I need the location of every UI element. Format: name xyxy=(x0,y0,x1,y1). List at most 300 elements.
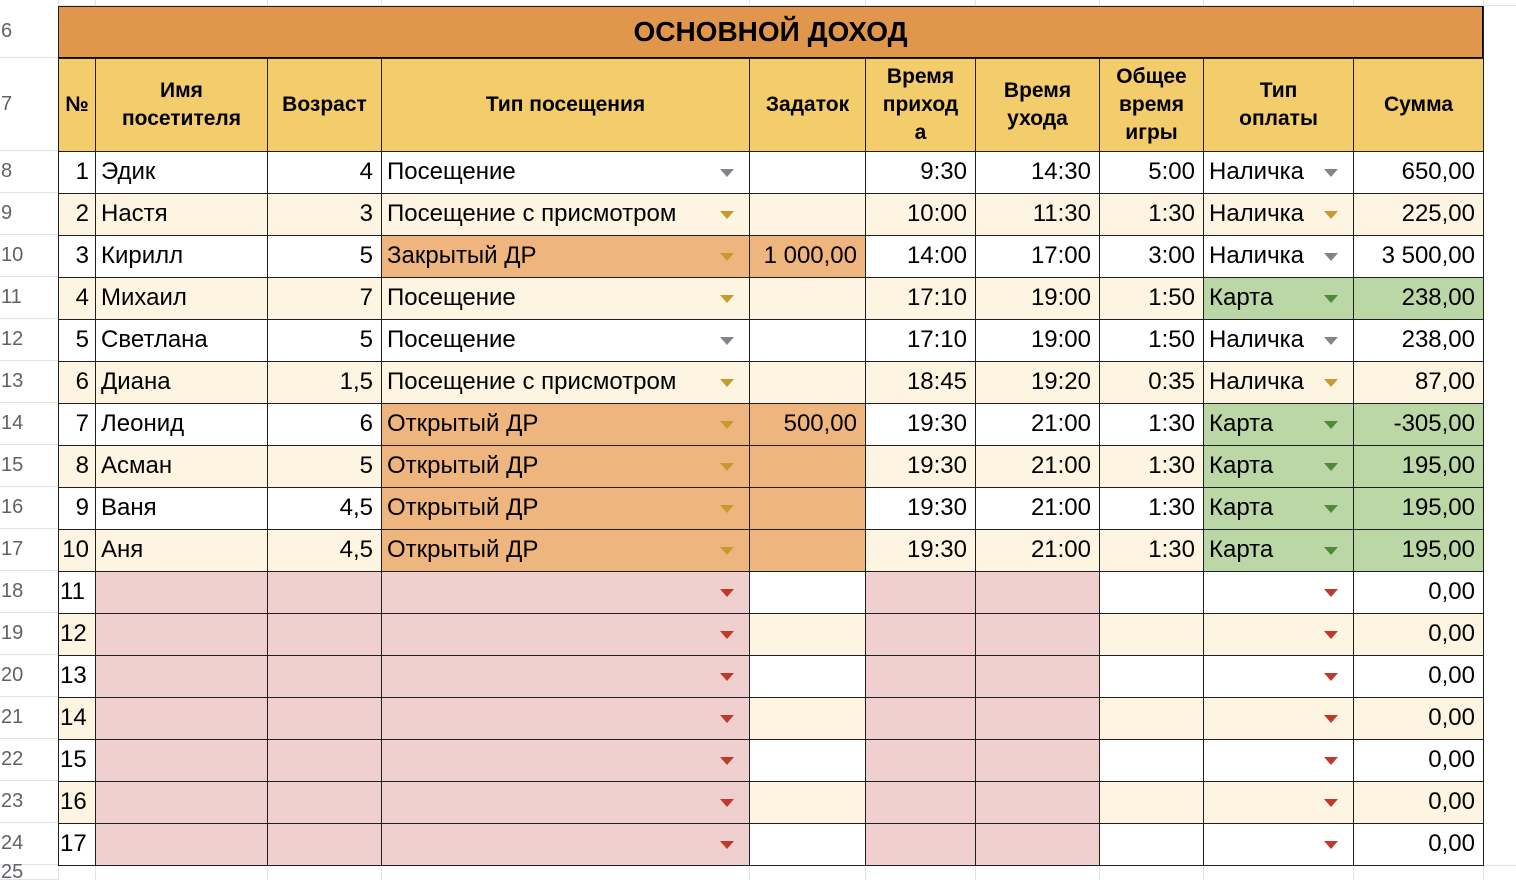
cell-age-text: 1,5 xyxy=(339,368,373,395)
chevron-down-icon[interactable] xyxy=(1324,841,1338,849)
cell-age[interactable] xyxy=(267,151,381,193)
cell-leave-time-text: 19:20 xyxy=(1030,368,1091,395)
cell-number[interactable] xyxy=(58,361,95,403)
cell-age-text: 4 xyxy=(359,158,373,185)
header-number: № xyxy=(58,58,96,152)
cell-leave-time[interactable] xyxy=(975,697,1099,739)
cell-arrival-time[interactable] xyxy=(865,781,975,823)
cell-number-text: 8 xyxy=(75,452,89,479)
header-total-play-time: Общее время игры xyxy=(1099,58,1204,152)
cell-visit-type[interactable] xyxy=(381,319,749,361)
chevron-down-icon[interactable] xyxy=(1324,505,1338,513)
table-border-vertical xyxy=(95,58,96,866)
cell-age[interactable] xyxy=(267,823,381,865)
cell-leave-time-text: 21:00 xyxy=(1030,452,1091,479)
cell-visit-type[interactable] xyxy=(381,529,749,571)
cell-arrival-time[interactable] xyxy=(865,277,975,319)
cell-total-time-text: 1:30 xyxy=(1148,200,1195,227)
cell-visit-type[interactable] xyxy=(381,487,749,529)
cell-visit-type[interactable] xyxy=(381,235,749,277)
chevron-down-icon[interactable] xyxy=(1324,631,1338,639)
cell-sum-text: 87,00 xyxy=(1414,368,1475,395)
cell-sum-text: 225,00 xyxy=(1401,200,1475,227)
cell-age[interactable] xyxy=(267,445,381,487)
row-number[interactable]: 23 xyxy=(0,781,58,823)
cell-visitor-name[interactable] xyxy=(95,277,267,319)
cell-visitor-name[interactable] xyxy=(95,823,267,865)
cell-leave-time[interactable] xyxy=(975,613,1099,655)
cell-arrival-time-text: 19:30 xyxy=(906,536,967,563)
cell-visit-type[interactable] xyxy=(381,277,749,319)
cell-visit-type[interactable] xyxy=(381,823,749,865)
row-number[interactable]: 7 xyxy=(0,58,58,151)
cell-age[interactable] xyxy=(267,403,381,445)
cell-sum[interactable] xyxy=(1353,445,1483,487)
header-visit-type: Тип посещения xyxy=(381,58,750,152)
chevron-down-icon[interactable] xyxy=(1324,799,1338,807)
cell-total-time[interactable] xyxy=(1099,613,1203,655)
cell-total-time[interactable] xyxy=(1099,193,1203,235)
cell-sum[interactable] xyxy=(1353,655,1483,697)
cell-deposit[interactable] xyxy=(749,655,865,697)
cell-age[interactable] xyxy=(267,277,381,319)
cell-visit-type[interactable] xyxy=(381,613,749,655)
chevron-down-icon[interactable] xyxy=(720,547,734,555)
chevron-down-icon[interactable] xyxy=(720,757,734,765)
chevron-down-icon[interactable] xyxy=(720,379,734,387)
cell-sum[interactable] xyxy=(1353,529,1483,571)
cell-number[interactable] xyxy=(58,487,95,529)
cell-sum[interactable] xyxy=(1353,571,1483,613)
chevron-down-icon[interactable] xyxy=(720,421,734,429)
cell-visit-type-text: Закрытый ДР xyxy=(387,242,537,269)
cell-visit-type[interactable] xyxy=(381,739,749,781)
chevron-down-icon[interactable] xyxy=(720,463,734,471)
cell-deposit-text: 1 000,00 xyxy=(763,242,857,269)
cell-payment-type-text: Карта xyxy=(1209,284,1274,311)
chevron-down-icon[interactable] xyxy=(720,631,734,639)
cell-age[interactable] xyxy=(267,697,381,739)
cell-total-time[interactable] xyxy=(1099,403,1203,445)
cell-visitor-name[interactable] xyxy=(95,781,267,823)
table-border-horizontal xyxy=(58,235,1484,236)
table-title: ОСНОВНОЙ ДОХОД xyxy=(58,6,1483,58)
cell-leave-time-text: 17:00 xyxy=(1030,242,1091,269)
cell-total-time[interactable] xyxy=(1099,445,1203,487)
cell-total-time[interactable] xyxy=(1099,529,1203,571)
cell-visitor-name[interactable] xyxy=(95,613,267,655)
cell-number-text: 3 xyxy=(75,242,89,269)
cell-number[interactable] xyxy=(58,823,95,865)
table-border-horizontal xyxy=(58,613,1484,614)
chevron-down-icon[interactable] xyxy=(1324,463,1338,471)
cell-total-time[interactable] xyxy=(1099,781,1203,823)
cell-number-text: 10 xyxy=(62,536,89,563)
cell-sum-text: 238,00 xyxy=(1401,284,1475,311)
cell-deposit[interactable] xyxy=(749,823,865,865)
header-payment-type: Тип оплаты xyxy=(1203,58,1354,152)
cell-leave-time-text: 19:00 xyxy=(1030,284,1091,311)
row-headers xyxy=(0,0,58,883)
chevron-down-icon[interactable] xyxy=(1324,421,1338,429)
cell-sum[interactable] xyxy=(1353,781,1483,823)
cell-arrival-time[interactable] xyxy=(865,613,975,655)
row-number[interactable]: 15 xyxy=(0,445,58,487)
cell-number-text: 15 xyxy=(60,746,87,773)
cell-sum-text: 3 500,00 xyxy=(1381,242,1475,269)
cell-visitor-name[interactable] xyxy=(95,319,267,361)
chevron-down-icon[interactable] xyxy=(1324,757,1338,765)
cell-leave-time[interactable] xyxy=(975,529,1099,571)
cell-leave-time[interactable] xyxy=(975,319,1099,361)
cell-visit-type[interactable] xyxy=(381,781,749,823)
cell-visit-type[interactable] xyxy=(381,571,749,613)
chevron-down-icon[interactable] xyxy=(720,589,734,597)
cell-leave-time-text: 21:00 xyxy=(1030,494,1091,521)
cell-arrival-time[interactable] xyxy=(865,697,975,739)
cell-visit-type-text: Посещение xyxy=(387,326,516,353)
cell-visitor-name-text: Кирилл xyxy=(101,242,184,269)
cell-arrival-time-text: 10:00 xyxy=(906,200,967,227)
cell-age-text: 5 xyxy=(359,452,373,479)
cell-arrival-time-text: 18:45 xyxy=(906,368,967,395)
row-number[interactable]: 12 xyxy=(0,319,58,361)
cell-arrival-time[interactable] xyxy=(865,823,975,865)
table-border-vertical xyxy=(1353,58,1354,866)
cell-age[interactable] xyxy=(267,361,381,403)
cell-total-time[interactable] xyxy=(1099,823,1203,865)
cell-age[interactable] xyxy=(267,319,381,361)
cell-number[interactable] xyxy=(58,235,95,277)
row-number[interactable]: 19 xyxy=(0,613,58,655)
table-border-horizontal xyxy=(58,487,1484,488)
row-number[interactable]: 6 xyxy=(0,6,58,58)
table-border-horizontal xyxy=(58,865,1484,866)
cell-total-time[interactable] xyxy=(1099,697,1203,739)
row-number[interactable]: 13 xyxy=(0,361,58,403)
cell-leave-time[interactable] xyxy=(975,823,1099,865)
cell-payment-type-text: Наличка xyxy=(1209,242,1304,269)
cell-leave-time[interactable] xyxy=(975,655,1099,697)
cell-number-text: 13 xyxy=(60,662,87,689)
cell-arrival-time[interactable] xyxy=(865,445,975,487)
row-number[interactable]: 11 xyxy=(0,277,58,319)
cell-visitor-name[interactable] xyxy=(95,403,267,445)
cell-total-time[interactable] xyxy=(1099,739,1203,781)
cell-sum-text: 0,00 xyxy=(1428,620,1475,647)
chevron-down-icon[interactable] xyxy=(720,169,734,177)
cell-sum-text: 238,00 xyxy=(1401,326,1475,353)
cell-visitor-name[interactable] xyxy=(95,571,267,613)
chevron-down-icon[interactable] xyxy=(1324,337,1338,345)
chevron-down-icon[interactable] xyxy=(1324,211,1338,219)
cell-sum[interactable] xyxy=(1353,319,1483,361)
cell-number[interactable] xyxy=(58,319,95,361)
cell-leave-time-text: 21:00 xyxy=(1030,536,1091,563)
cell-leave-time-text: 14:30 xyxy=(1030,158,1091,185)
cell-leave-time[interactable] xyxy=(975,193,1099,235)
chevron-down-icon[interactable] xyxy=(720,715,734,723)
cell-total-time-text: 0:35 xyxy=(1148,368,1195,395)
cell-deposit[interactable] xyxy=(749,193,865,235)
table-border-horizontal xyxy=(58,739,1484,740)
cell-number[interactable] xyxy=(58,529,95,571)
table-border-vertical xyxy=(1099,58,1100,866)
cell-total-time[interactable] xyxy=(1099,655,1203,697)
cell-age[interactable] xyxy=(267,193,381,235)
cell-sum-text: 650,00 xyxy=(1401,158,1475,185)
chevron-down-icon[interactable] xyxy=(720,253,734,261)
cell-total-time-text: 1:30 xyxy=(1148,536,1195,563)
cell-total-time-text: 1:50 xyxy=(1148,284,1195,311)
cell-arrival-time[interactable] xyxy=(865,739,975,781)
row-number[interactable]: 25 xyxy=(0,865,58,880)
cell-arrival-time-text: 17:10 xyxy=(906,284,967,311)
cell-total-time[interactable] xyxy=(1099,235,1203,277)
cell-visitor-name[interactable] xyxy=(95,529,267,571)
table-border-vertical xyxy=(865,58,866,866)
row-number[interactable]: 14 xyxy=(0,403,58,445)
cell-visitor-name[interactable] xyxy=(95,361,267,403)
cell-visitor-name-text: Светлана xyxy=(101,326,208,353)
cell-arrival-time[interactable] xyxy=(865,571,975,613)
cell-sum[interactable] xyxy=(1353,361,1483,403)
cell-total-time-text: 1:30 xyxy=(1148,494,1195,521)
cell-deposit[interactable] xyxy=(749,151,865,193)
cell-sum-text: 0,00 xyxy=(1428,830,1475,857)
cell-total-time[interactable] xyxy=(1099,151,1203,193)
cell-number[interactable] xyxy=(58,151,95,193)
cell-age[interactable] xyxy=(267,529,381,571)
cell-sum[interactable] xyxy=(1353,151,1483,193)
cell-total-time[interactable] xyxy=(1099,361,1203,403)
cell-number[interactable] xyxy=(58,403,95,445)
cell-number[interactable] xyxy=(58,193,95,235)
cell-visitor-name-text: Асман xyxy=(101,452,173,479)
cell-deposit[interactable] xyxy=(749,571,865,613)
cell-visit-type[interactable] xyxy=(381,655,749,697)
cell-leave-time-text: 19:00 xyxy=(1030,326,1091,353)
cell-payment-type-text: Карта xyxy=(1209,452,1274,479)
chevron-down-icon[interactable] xyxy=(720,505,734,513)
table-border-vertical xyxy=(1203,58,1204,866)
cell-visit-type-text: Посещение с присмотром xyxy=(387,368,677,395)
row-number[interactable]: 24 xyxy=(0,823,58,865)
cell-age-text: 5 xyxy=(359,242,373,269)
cell-sum-text: 0,00 xyxy=(1428,746,1475,773)
cell-age[interactable] xyxy=(267,739,381,781)
cell-leave-time[interactable] xyxy=(975,487,1099,529)
cell-leave-time[interactable] xyxy=(975,151,1099,193)
cell-total-time-text: 5:00 xyxy=(1148,158,1195,185)
cell-sum[interactable] xyxy=(1353,487,1483,529)
cell-leave-time[interactable] xyxy=(975,445,1099,487)
cell-deposit[interactable] xyxy=(749,781,865,823)
cell-deposit[interactable] xyxy=(749,613,865,655)
cell-number-text: 11 xyxy=(60,578,85,605)
cell-total-time[interactable] xyxy=(1099,487,1203,529)
cell-arrival-time[interactable] xyxy=(865,151,975,193)
cell-visitor-name[interactable] xyxy=(95,487,267,529)
cell-number[interactable] xyxy=(58,655,95,697)
table-border-vertical xyxy=(58,6,59,866)
cell-deposit[interactable] xyxy=(749,235,865,277)
cell-leave-time[interactable] xyxy=(975,235,1099,277)
cell-leave-time[interactable] xyxy=(975,403,1099,445)
cell-visitor-name[interactable] xyxy=(95,445,267,487)
row-number[interactable]: 9 xyxy=(0,193,58,235)
cell-sum-text: 195,00 xyxy=(1401,536,1475,563)
cell-arrival-time[interactable] xyxy=(865,193,975,235)
cell-visitor-name[interactable] xyxy=(95,655,267,697)
chevron-down-icon[interactable] xyxy=(720,799,734,807)
cell-sum[interactable] xyxy=(1353,403,1483,445)
cell-total-time[interactable] xyxy=(1099,571,1203,613)
chevron-down-icon[interactable] xyxy=(720,295,734,303)
cell-number[interactable] xyxy=(58,445,95,487)
row-number[interactable]: 17 xyxy=(0,529,58,571)
cell-age[interactable] xyxy=(267,655,381,697)
cell-sum-text: 0,00 xyxy=(1428,704,1475,731)
cell-arrival-time-text: 14:00 xyxy=(906,242,967,269)
chevron-down-icon[interactable] xyxy=(1324,253,1338,261)
cell-age[interactable] xyxy=(267,613,381,655)
chevron-down-icon[interactable] xyxy=(1324,169,1338,177)
cell-deposit[interactable] xyxy=(749,697,865,739)
chevron-down-icon[interactable] xyxy=(1324,715,1338,723)
cell-visitor-name[interactable] xyxy=(95,739,267,781)
chevron-down-icon[interactable] xyxy=(1324,379,1338,387)
cell-deposit[interactable] xyxy=(749,319,865,361)
cell-deposit[interactable] xyxy=(749,361,865,403)
cell-visit-type[interactable] xyxy=(381,151,749,193)
cell-arrival-time[interactable] xyxy=(865,319,975,361)
cell-number[interactable] xyxy=(58,739,95,781)
row-number[interactable]: 18 xyxy=(0,571,58,613)
cell-visit-type[interactable] xyxy=(381,697,749,739)
cell-visit-type[interactable] xyxy=(381,361,749,403)
cell-visit-type-text: Открытый ДР xyxy=(387,410,539,437)
cell-number-text: 12 xyxy=(60,620,87,647)
cell-number-text: 7 xyxy=(75,410,89,437)
cell-visitor-name[interactable] xyxy=(95,235,267,277)
cell-leave-time[interactable] xyxy=(975,571,1099,613)
cell-payment-type-text: Наличка xyxy=(1209,368,1304,395)
cell-arrival-time[interactable] xyxy=(865,403,975,445)
cell-arrival-time[interactable] xyxy=(865,529,975,571)
cell-arrival-time[interactable] xyxy=(865,361,975,403)
cell-deposit[interactable] xyxy=(749,487,865,529)
cell-arrival-time[interactable] xyxy=(865,487,975,529)
chevron-down-icon[interactable] xyxy=(720,673,734,681)
cell-payment-type-text: Наличка xyxy=(1209,158,1304,185)
table-border-horizontal xyxy=(58,361,1484,362)
cell-deposit[interactable] xyxy=(749,277,865,319)
cell-number[interactable] xyxy=(58,613,95,655)
cell-age[interactable] xyxy=(267,781,381,823)
cell-number[interactable] xyxy=(58,781,95,823)
cell-visitor-name[interactable] xyxy=(95,151,267,193)
cell-sum[interactable] xyxy=(1353,823,1483,865)
cell-age-text: 7 xyxy=(359,284,373,311)
cell-visitor-name-text: Эдик xyxy=(101,158,156,185)
cell-number[interactable] xyxy=(58,697,95,739)
cell-deposit[interactable] xyxy=(749,739,865,781)
table-border-vertical xyxy=(267,58,268,866)
cell-visit-type[interactable] xyxy=(381,193,749,235)
cell-sum[interactable] xyxy=(1353,235,1483,277)
cell-age-text: 6 xyxy=(359,410,373,437)
cell-deposit[interactable] xyxy=(749,529,865,571)
chevron-down-icon[interactable] xyxy=(1324,295,1338,303)
chevron-down-icon[interactable] xyxy=(1324,589,1338,597)
cell-leave-time[interactable] xyxy=(975,277,1099,319)
chevron-down-icon[interactable] xyxy=(720,841,734,849)
cell-sum[interactable] xyxy=(1353,697,1483,739)
cell-sum[interactable] xyxy=(1353,277,1483,319)
row-number[interactable]: 20 xyxy=(0,655,58,697)
cell-visit-type[interactable] xyxy=(381,445,749,487)
cell-leave-time-text: 21:00 xyxy=(1030,410,1091,437)
row-number[interactable]: 16 xyxy=(0,487,58,529)
row-number[interactable]: 10 xyxy=(0,235,58,277)
cell-number-text: 9 xyxy=(75,494,89,521)
cell-leave-time[interactable] xyxy=(975,781,1099,823)
cell-visit-type[interactable] xyxy=(381,403,749,445)
chevron-down-icon[interactable] xyxy=(1324,673,1338,681)
cell-deposit[interactable] xyxy=(749,445,865,487)
header-age: Возраст xyxy=(267,58,382,152)
cell-leave-time[interactable] xyxy=(975,739,1099,781)
cell-payment-type-text: Карта xyxy=(1209,494,1274,521)
cell-total-time[interactable] xyxy=(1099,319,1203,361)
cell-sum[interactable] xyxy=(1353,739,1483,781)
cell-age[interactable] xyxy=(267,487,381,529)
chevron-down-icon[interactable] xyxy=(720,211,734,219)
cell-deposit[interactable] xyxy=(749,403,865,445)
cell-visit-type-text: Открытый ДР xyxy=(387,494,539,521)
cell-visitor-name[interactable] xyxy=(95,697,267,739)
cell-sum[interactable] xyxy=(1353,193,1483,235)
row-number[interactable]: 8 xyxy=(0,151,58,193)
cell-arrival-time-text: 17:10 xyxy=(906,326,967,353)
cell-arrival-time[interactable] xyxy=(865,235,975,277)
cell-total-time[interactable] xyxy=(1099,277,1203,319)
cell-number[interactable] xyxy=(58,571,95,613)
cell-age[interactable] xyxy=(267,235,381,277)
header-arrival-time: Время приход а xyxy=(865,58,976,152)
table-border-horizontal xyxy=(58,781,1484,782)
chevron-down-icon[interactable] xyxy=(1324,547,1338,555)
cell-age[interactable] xyxy=(267,571,381,613)
cell-number-text: 6 xyxy=(75,368,89,395)
row-number[interactable]: 21 xyxy=(0,697,58,739)
cell-leave-time[interactable] xyxy=(975,361,1099,403)
cell-leave-time-text: 11:30 xyxy=(1032,200,1091,227)
cell-number[interactable] xyxy=(58,277,95,319)
header-deposit: Задаток xyxy=(749,58,866,152)
table-border-vertical xyxy=(381,58,382,866)
cell-sum-text: 0,00 xyxy=(1428,578,1475,605)
cell-visitor-name-text: Леонид xyxy=(101,410,185,437)
chevron-down-icon[interactable] xyxy=(720,337,734,345)
cell-visitor-name[interactable] xyxy=(95,193,267,235)
cell-arrival-time-text: 19:30 xyxy=(906,410,967,437)
cell-sum[interactable] xyxy=(1353,613,1483,655)
cell-visitor-name-text: Михаил xyxy=(101,284,187,311)
row-number[interactable]: 22 xyxy=(0,739,58,781)
cell-arrival-time[interactable] xyxy=(865,655,975,697)
